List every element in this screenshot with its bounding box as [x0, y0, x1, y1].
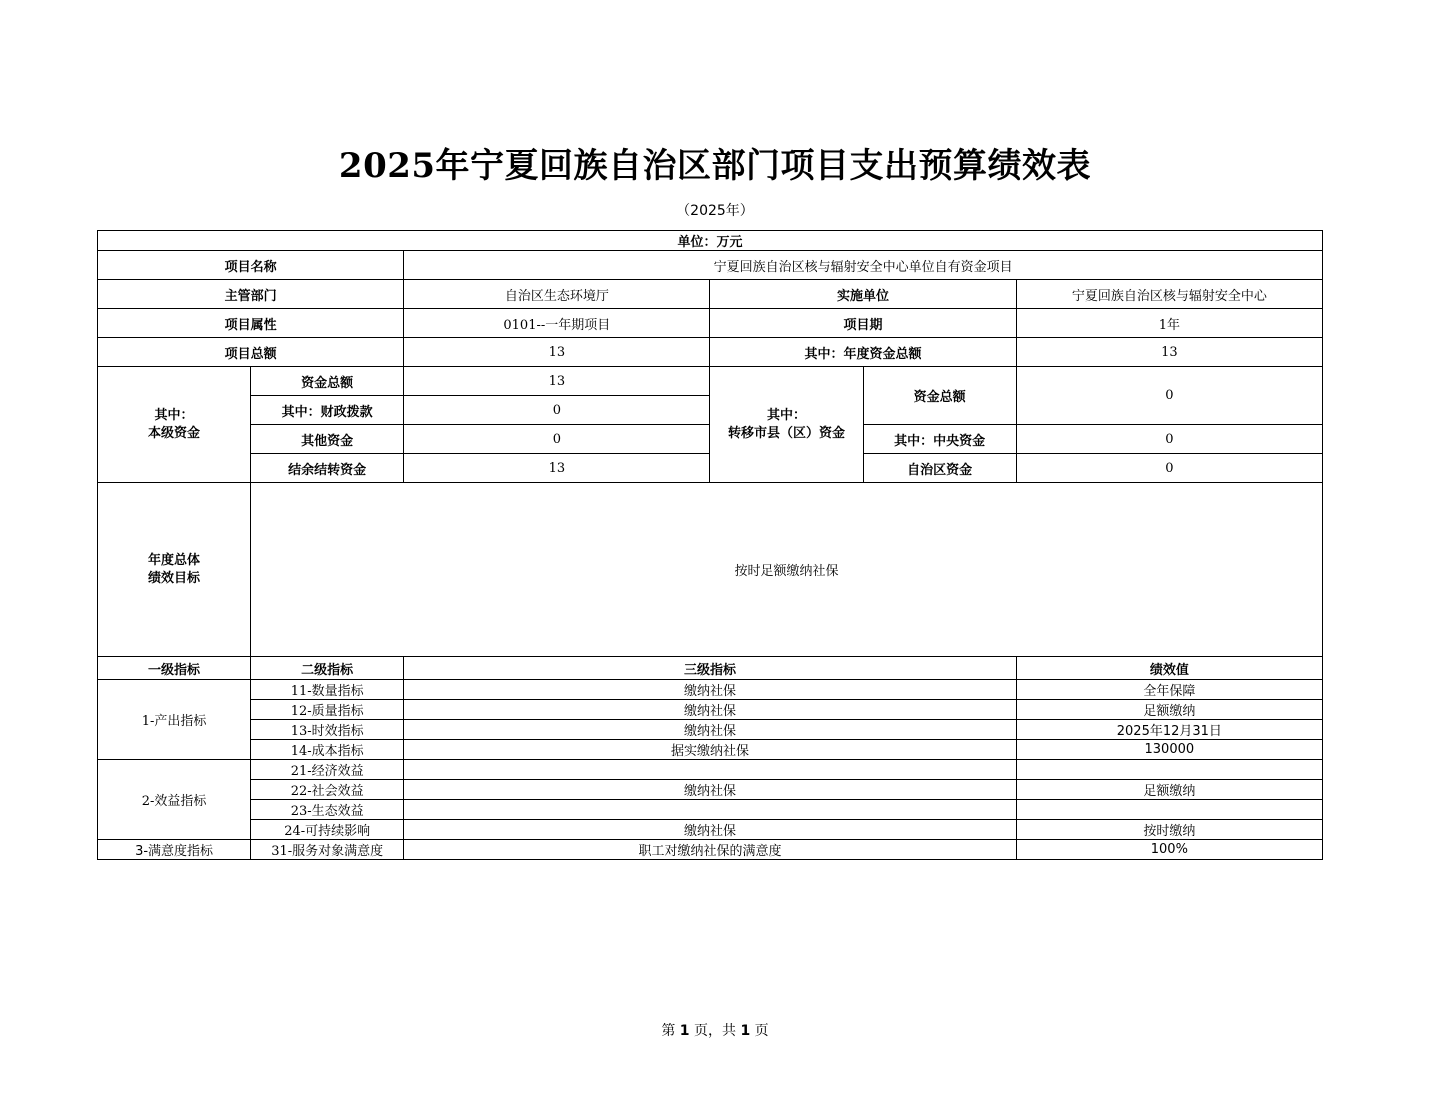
annual-total-label: 其中：年度资金总额	[710, 338, 1016, 367]
central-funds-value: 0	[1016, 425, 1322, 454]
annual-goal-label	[98, 483, 251, 657]
footer-middle: 页，共	[694, 1023, 736, 1039]
indicator-value	[1016, 800, 1322, 820]
indicator-level3: 缴纳社保	[404, 700, 1016, 720]
fiscal-value: 0	[404, 396, 710, 425]
indicator-level2: 13-时效指标	[251, 720, 404, 740]
indicator-level3: 职工对缴纳社保的满意度	[404, 840, 1016, 860]
indicator-row	[98, 820, 1323, 840]
regional-funds-value: 0	[1016, 454, 1322, 483]
indicator-value: 2025年12月31日	[1016, 720, 1322, 740]
page-subtitle: （2025年）	[676, 203, 754, 219]
annual-goal-label-line2: 绩效目标	[148, 570, 201, 586]
indicator-group-benefit: 2-效益指标	[98, 760, 251, 840]
project-name-value: 宁夏回族自治区核与辐射安全中心单位自有资金项目	[404, 251, 1323, 280]
indicator-level2: 22-社会效益	[251, 780, 404, 800]
annual-goal-label-line1: 年度总体	[148, 552, 201, 568]
local-funds-label-line1: 其中：	[154, 407, 194, 423]
indicator-value: 足额缴纳	[1016, 780, 1322, 800]
indicator-group-output: 1-产出指标	[98, 680, 251, 760]
transfer-funds-label	[710, 367, 863, 483]
other-funds-value: 0	[404, 425, 710, 454]
local-funds-label	[98, 367, 251, 483]
attribute-value: 0101--一年期项目	[404, 309, 710, 338]
indicator-level3: 据实缴纳社保	[404, 740, 1016, 760]
indicator-value: 足额缴纳	[1016, 700, 1322, 720]
footer-prefix: 第	[661, 1023, 676, 1039]
indicator-value	[1016, 760, 1322, 780]
project-name-label: 项目名称	[98, 251, 404, 280]
indicator-row	[98, 680, 1323, 700]
indicator-level2: 23-生态效益	[251, 800, 404, 820]
unit-label: 单位：万元	[98, 231, 1323, 251]
fund-total-label: 资金总额	[251, 367, 404, 396]
indicator-value: 全年保障	[1016, 680, 1322, 700]
page-title: 2025年宁夏回族自治区部门项目支出预算绩效表	[338, 146, 1092, 186]
footer-page-total: 1	[740, 1023, 751, 1039]
fund-total-value: 13	[404, 367, 710, 396]
carryover-value: 13	[404, 454, 710, 483]
transfer-fund-total-value: 0	[1016, 367, 1322, 425]
indicator-value: 130000	[1016, 740, 1322, 760]
footer-page-number: 1	[679, 1023, 690, 1039]
transfer-funds-label-line1: 其中：	[767, 407, 807, 423]
indicator-level2: 21-经济效益	[251, 760, 404, 780]
attribute-label: 项目属性	[98, 309, 404, 338]
indicator-level3: 缴纳社保	[404, 720, 1016, 740]
indicator-level2: 24-可持续影响	[251, 820, 404, 840]
period-label: 项目期	[710, 309, 1016, 338]
indicator-level2: 12-质量指标	[251, 700, 404, 720]
regional-funds-label: 自治区资金	[863, 454, 1016, 483]
indicator-group-satisfaction: 3-满意度指标	[98, 840, 251, 860]
transfer-fund-total-label: 资金总额	[863, 367, 1016, 425]
implementer-label: 实施单位	[710, 280, 1016, 309]
implementer-value: 宁夏回族自治区核与辐射安全中心	[1016, 280, 1322, 309]
total-label: 项目总额	[98, 338, 404, 367]
annual-total-value: 13	[1016, 338, 1322, 367]
indicator-level2: 31-服务对象满意度	[251, 840, 404, 860]
budget-table	[97, 230, 1323, 860]
indicator-level3: 缴纳社保	[404, 820, 1016, 840]
footer-suffix: 页	[754, 1023, 769, 1039]
local-funds-label-line2: 本级资金	[148, 425, 201, 441]
fiscal-label: 其中：财政拨款	[251, 396, 404, 425]
indicator-row	[98, 780, 1323, 800]
header-level2: 二级指标	[251, 657, 404, 680]
department-value: 自治区生态环境厅	[404, 280, 710, 309]
header-level1: 一级指标	[98, 657, 251, 680]
indicator-value: 100%	[1016, 840, 1322, 860]
indicator-row	[98, 840, 1323, 860]
indicator-level2: 14-成本指标	[251, 740, 404, 760]
annual-goal-value: 按时足额缴纳社保	[251, 483, 1323, 657]
indicator-level2: 11-数量指标	[251, 680, 404, 700]
central-funds-label: 其中：中央资金	[863, 425, 1016, 454]
indicator-row	[98, 700, 1323, 720]
other-funds-label: 其他资金	[251, 425, 404, 454]
transfer-funds-label-line2: 转移市县（区）资金	[728, 425, 846, 441]
indicator-level3	[404, 760, 1016, 780]
indicator-level3	[404, 800, 1016, 820]
page-footer	[0, 1020, 1430, 1040]
indicator-row	[98, 720, 1323, 740]
header-level3: 三级指标	[404, 657, 1016, 680]
department-label: 主管部门	[98, 280, 404, 309]
indicator-row	[98, 760, 1323, 780]
indicator-value: 按时缴纳	[1016, 820, 1322, 840]
indicator-row	[98, 800, 1323, 820]
indicator-level3: 缴纳社保	[404, 780, 1016, 800]
period-value: 1年	[1016, 309, 1322, 338]
header-value: 绩效值	[1016, 657, 1322, 680]
carryover-label: 结余结转资金	[251, 454, 404, 483]
total-value: 13	[404, 338, 710, 367]
indicator-row	[98, 740, 1323, 760]
indicator-level3: 缴纳社保	[404, 680, 1016, 700]
